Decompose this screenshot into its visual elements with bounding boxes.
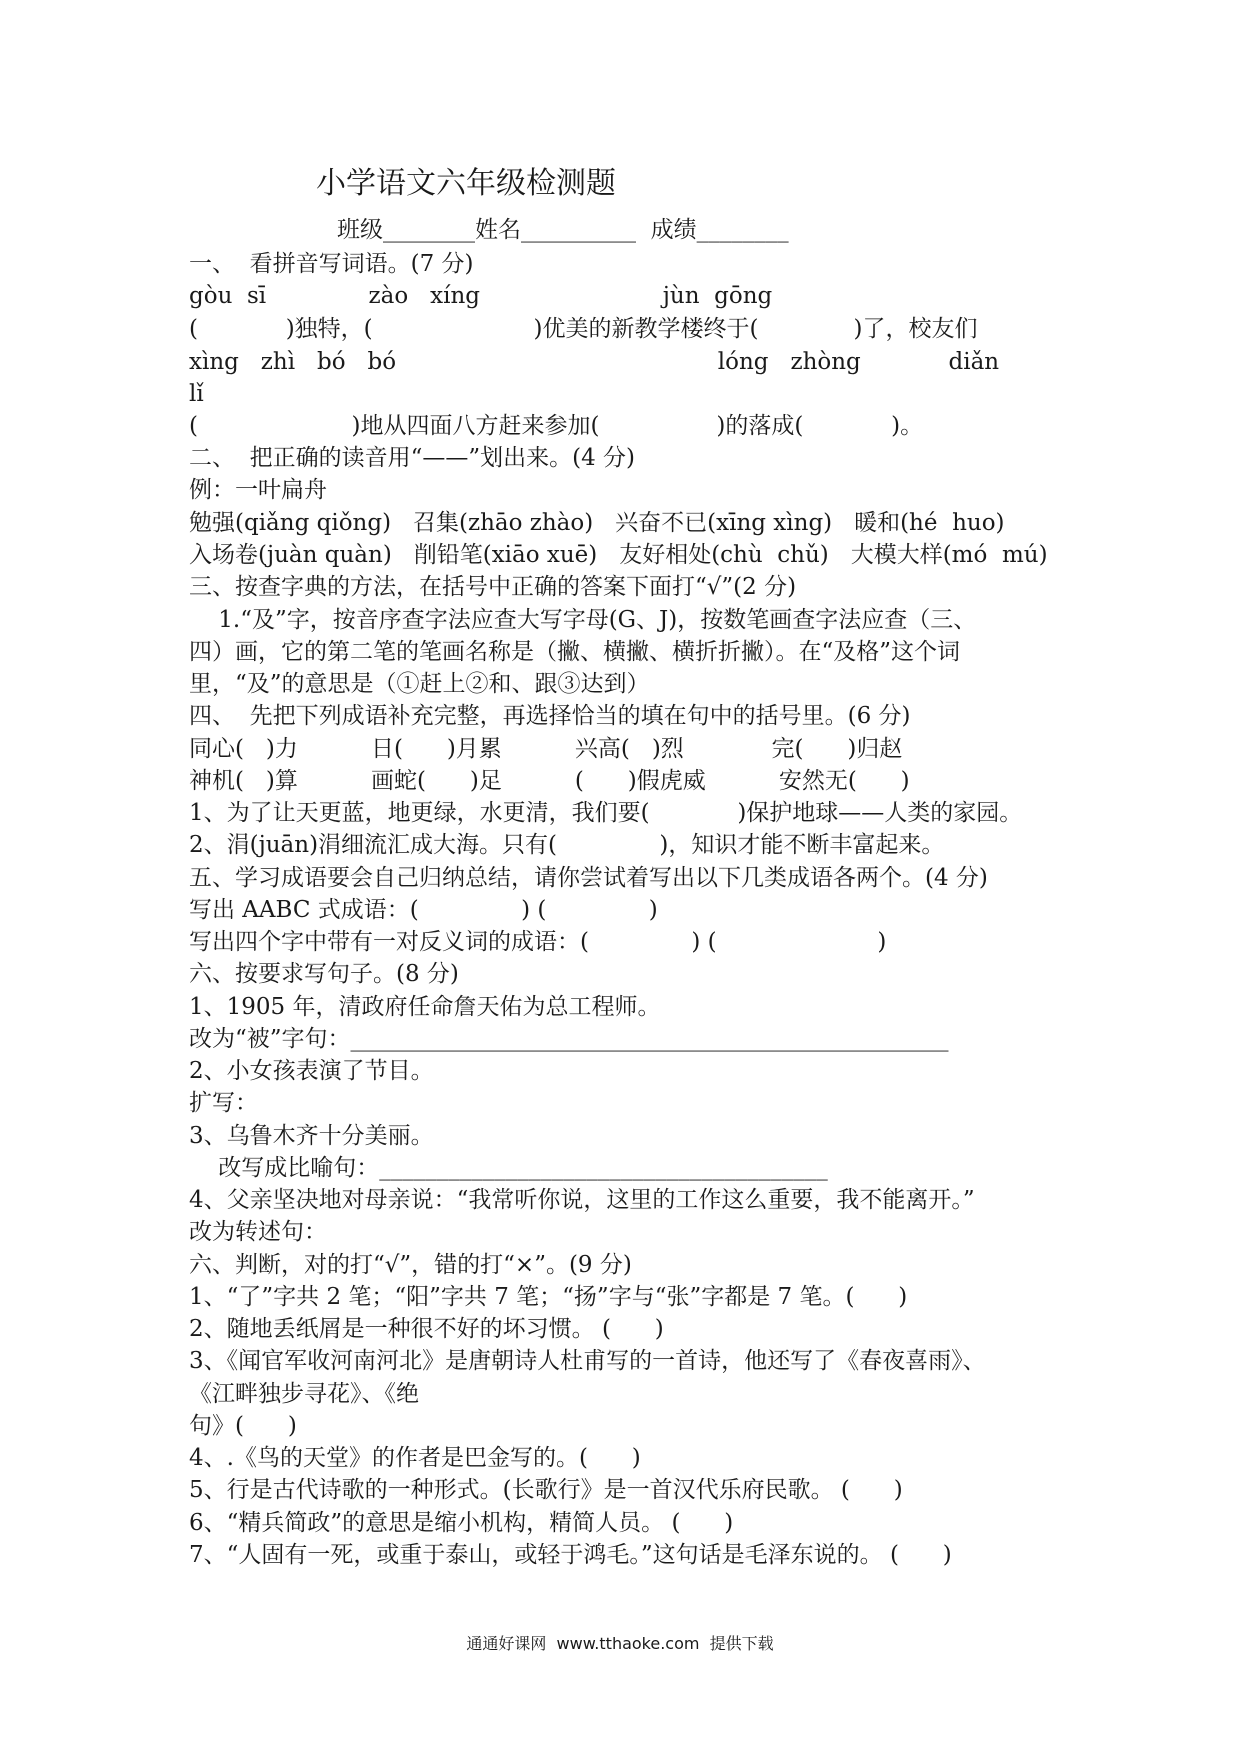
question-text: 写出 AABC 式成语：( ) ( ) [189, 897, 658, 923]
example-line: 例：一叶扁舟 [189, 477, 327, 503]
question-text: 1、为了让天更蓝，地更绿，水更清，我们要( )保护地球——人类的家园。 [189, 800, 1023, 826]
pinyin-line: gòu sī zào xíng jùn gōng [189, 283, 773, 309]
page-title: 小学语文六年级检测题 [316, 166, 616, 201]
idiom-line: 神机( )算 画蛇( )足 ( )假虎威 安然无( ) [189, 768, 910, 794]
pronunciation-line: 勉强(qiǎng qiǒng) 召集(zhāo zhào) 兴奋不已(xīng xìng) 暖和(hé huo) [189, 510, 1005, 536]
judgment-item: 7、“人固有一死，或重于泰山，或轻于鸿毛。”这句话是毛泽东说的。 ( ) [189, 1542, 952, 1568]
question-text: 里，“及”的意思是（①赶上②和、跟③达到） [189, 671, 650, 697]
judgment-item: 1、“了”字共 2 笔；“阳”字共 7 笔；“扬”字与“张”字都是 7 笔。( ) [189, 1284, 908, 1310]
section-2-heading: 二、 把正确的读音用“——”划出来。(4 分) [189, 445, 636, 471]
fill-blank-line: ( )独特，( )优美的新教学楼终于( )了，校友们 [189, 316, 978, 342]
student-info-line: 班级________姓名__________ 成绩________ [337, 217, 789, 243]
section-4-heading: 四、 先把下列成语补充完整，再选择恰当的填在句中的括号里。(6 分) [189, 703, 911, 729]
question-text: 四）画，它的第二笔的笔画名称是（撇、横撇、横折折撇）。在“及格”这个词 [189, 639, 961, 665]
question-text: 2、涓(juān)涓细流汇成大海。只有( )，知识才能不断丰富起来。 [189, 832, 945, 858]
answer-line: 改为“被”字句：____________________________________________________ [189, 1026, 949, 1052]
pinyin-line: lǐ [189, 381, 204, 407]
section-3-heading: 三、按查字典的方法，在括号中正确的答案下面打“√”(2 分) [189, 574, 797, 600]
idiom-line: 同心( )力 日( )月累 兴高( )烈 完( )归赵 [189, 736, 903, 762]
question-text: 3、乌鲁木齐十分美丽。 [189, 1123, 434, 1149]
question-text: 1、1905 年，清政府任命詹天佑为总工程师。 [189, 994, 661, 1020]
page-footer: 通通好课网 www.tthaoke.com 提供下载 [466, 1634, 774, 1653]
section-1-heading: 一、 看拼音写词语。(7 分) [189, 251, 474, 277]
answer-line: 扩写： [189, 1090, 258, 1116]
pronunciation-line: 入场卷(juàn quàn) 削铅笔(xiāo xuē) 友好相处(chù chǔ) 大模大样(mó mú) [189, 542, 1048, 568]
section-6-heading: 六、按要求写句子。(8 分) [189, 961, 459, 987]
pinyin-line: xìng zhì bó bó lóng zhòng diǎn [189, 349, 1000, 375]
answer-line: 改写成比喻句：_______________________________________ [189, 1155, 828, 1181]
judgment-item: 句》( ) [189, 1413, 297, 1439]
judgment-item: 3、《闻官军收河南河北》是唐朝诗人杜甫写的一首诗，他还写了《春夜喜雨》、 [189, 1348, 986, 1374]
judgment-item: 2、随地丢纸屑是一种很不好的坏习惯。 ( ) [189, 1316, 664, 1342]
question-text: 2、小女孩表演了节目。 [189, 1058, 434, 1084]
question-text: 4、父亲坚决地对母亲说：“我常听你说，这里的工作这么重要，我不能离开。” [189, 1187, 975, 1213]
judgment-item: 6、“精兵简政”的意思是缩小机构，精简人员。 ( ) [189, 1510, 734, 1536]
question-text: 写出四个字中带有一对反义词的成语：( ) ( ) [189, 929, 887, 955]
fill-blank-line: ( )地从四面八方赶来参加( )的落成( )。 [189, 413, 924, 439]
section-7-heading: 六、判断，对的打“√”，错的打“×”。(9 分) [189, 1252, 632, 1278]
judgment-item: 4、.《鸟的天堂》的作者是巴金写的。( ) [189, 1445, 641, 1471]
answer-line: 改为转述句： [189, 1219, 327, 1245]
judgment-item: 5、行是古代诗歌的一种形式。(长歌行》是一首汉代乐府民歌。 ( ) [189, 1477, 903, 1503]
question-text: 1.“及”字，按音序查字法应查大写字母(G、J)，按数笔画查字法应查（三、 [189, 607, 977, 633]
section-5-heading: 五、学习成语要会自己归纳总结，请你尝试着写出以下几类成语各两个。(4 分) [189, 865, 988, 891]
judgment-item: 《江畔独步寻花》、《绝 [189, 1381, 419, 1407]
